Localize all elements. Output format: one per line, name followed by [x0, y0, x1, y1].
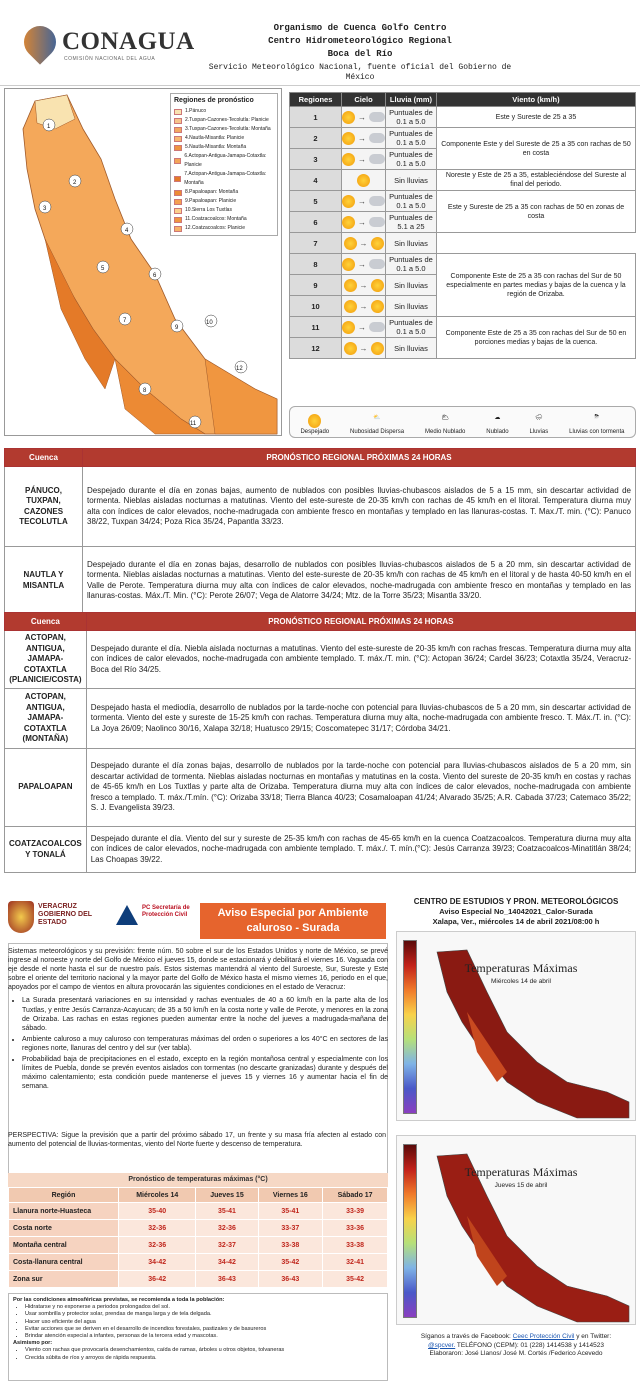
legend-item [174, 188, 274, 197]
tmax-region: Costa norte [9, 1220, 119, 1237]
forecast-text: Despejado durante el día zonas bajas, desarrollo de nublados por la tarde-noche con potencial para lluvias-chubascos aislados de 5 a 20 mm, sin descartar actividad de tormenta. Nieblas aisladas nocturnas en montañas y matutinas en la costa. Viento del sureste de 20-35 km/h en costas y rachas de 45-65 km/h en Los Tuxtlas y parte alta de Orizaba. Temperatura diurna muy alta con índices de calor elevados, noche-madrugada con ambiente fresco a templado. T. máx./T.mín. (°C): Orizaba 33/18; Tierra Blanca 40/23; Cosamaloapan 41/24; Alvarado 35/25; A.R. Cabada 37/23; Catemaco 35/22; S. J. Evangelista 39/23. [86, 749, 635, 827]
svg-text:7: 7 [123, 318, 127, 324]
legend-item [174, 215, 274, 224]
tmax-value: 36-43 [196, 1271, 258, 1288]
tmax-value: 35-41 [196, 1203, 258, 1220]
tmax-value: 33-37 [258, 1220, 323, 1237]
legend-label: 4.Nautla-Misantla: Planicie [185, 135, 245, 141]
map-date: Miércoles 14 de abril [491, 978, 551, 985]
sun-icon [371, 300, 384, 313]
tmax-header: Miércoles 14 [119, 1188, 196, 1203]
svg-text:8: 8 [143, 388, 147, 394]
sun-cloud-icon: ⛅ [373, 415, 381, 421]
table-row [9, 1203, 388, 1220]
cuenca-name: NAUTLA Y MISANTLA [5, 547, 83, 615]
svg-text:9: 9 [175, 325, 179, 331]
rain-cell: Sin lluvias [386, 170, 437, 191]
table-row [290, 233, 636, 254]
temp-map-2 [396, 1135, 636, 1325]
legend-item [174, 116, 274, 125]
svg-text:12: 12 [236, 366, 243, 372]
col-lluvia: Lluvia (mm) [386, 93, 437, 107]
tmax-value: 33-38 [258, 1237, 323, 1254]
sun-icon [344, 279, 357, 292]
sky-cell [342, 233, 386, 254]
storm-icon: ⛈ [594, 414, 600, 420]
tmax-value: 35-41 [258, 1203, 323, 1220]
tmax-value: 32-36 [196, 1220, 258, 1237]
rain-cell: Sin lluvias [386, 338, 437, 359]
sky-cell [342, 296, 386, 317]
legend-swatch [174, 158, 181, 164]
col-cuenca: Cuenca [5, 449, 83, 467]
col-viento: Viento (km/h) [436, 93, 635, 107]
aviso-date: Xalapa, Ver., miércoles 14 de abril 2021/08:00 h [432, 917, 600, 926]
rain-cell: Sin lluvias [386, 296, 437, 317]
cloud-icon [369, 154, 385, 164]
legend-item [174, 206, 274, 215]
region-number: 7 [290, 233, 342, 254]
sky-icon-legend [289, 406, 636, 438]
tmax-value: 32-41 [323, 1254, 388, 1271]
svg-text:5: 5 [101, 266, 105, 272]
sky-cell [342, 212, 386, 233]
legend-label: 3.Tuxpan-Cazones-Tecolutla: Montaña [185, 126, 271, 132]
legend-label: 6.Actopan-Antigua-Jamapa-Cotaxtla: Planicie [184, 153, 267, 168]
forecast-text: Despejado durante el día en zonas bajas, aumento de nublados con posibles lluvias-chubascos aislados de 5 a 15 mm, sin descartar actividad de tormenta. Nieblas aisladas nocturnas a matutinas. Viento del este-sureste de 20-35 km/h con rachas de 45 km/h en el litoral. Temperatura diurna muy alta con índices de calor elevados, noche-madrugada con ambiente fresco en montañas y templado en las llanuras-costas. T. Max./T. min. (°C): Panuco 38/22, Tuxpan 34/24; Poza Rica 35/24, Papantla 33/23. [83, 467, 636, 547]
arrow-icon: → [358, 196, 366, 206]
table-row [5, 749, 636, 827]
tmax-region: Costa-llanura central [9, 1254, 119, 1271]
legend-nublado: ☁ Nublado [486, 415, 509, 435]
cloud-icon: ☁ [494, 415, 501, 421]
wind-cell: Componente Este de 25 a 35 con rachas del Sur de 50 especialmente en partes medias y bajas de la cuenca y la región de Orizaba. [436, 254, 635, 317]
legend-label: 8.Papaloapan: Montaña [185, 189, 239, 195]
regions-table [289, 92, 636, 359]
aviso-left-panel [4, 895, 390, 1385]
arrow-icon: → [358, 322, 366, 332]
cloud-icon [369, 112, 385, 122]
region-number: 1 [290, 107, 342, 128]
sky-cell [342, 149, 386, 170]
region-number: 11 [290, 317, 342, 338]
region-number: 10 [290, 296, 342, 317]
org-line-2: Centro Hidrometeorológico Regional [268, 36, 452, 46]
legend-lluvias: 🌧 Lluvias [529, 415, 549, 435]
aviso-bullet: • Ambiente caluroso a muy caluroso con temperaturas máximas del orden o superiores a los 40°C en sectores de las regiones norte, llanuras del centro y del sur (ver tabla). [22, 1035, 388, 1053]
region-forecast-section [0, 88, 640, 440]
facebook-link[interactable]: Ceec Protección Civil [512, 1333, 575, 1340]
aviso-especial [4, 895, 636, 1385]
legend-label: 7.Actopan-Antigua-Jamapa-Cotaxtla: Montaña [184, 171, 267, 186]
table-row [9, 1220, 388, 1237]
wind-cell: Componente Este y del Sureste de 25 a 35 con rachas de 50 en costa [436, 128, 635, 170]
arrow-icon: → [358, 259, 366, 269]
rain-cell: Puntuales de 0.1 a 5.0 [386, 191, 437, 212]
cuenca-name: ACTOPAN, ANTIGUA, JAMAPA-COTAXTLA (PLANICIE/COSTA) [5, 631, 87, 689]
recommendation-item: • Hidratarse y no exponerse a periodos prolongados del sol. [25, 1304, 383, 1311]
aviso-right-title [396, 897, 636, 927]
sky-cell [342, 191, 386, 212]
cloud-icon [369, 133, 385, 143]
table-row [290, 254, 636, 275]
region-number: 5 [290, 191, 342, 212]
rain-cell: Puntuales de 5.1 a 25 [386, 212, 437, 233]
region-number: 12 [290, 338, 342, 359]
logo-subtitle: COMISIÓN NACIONAL DEL AGUA [64, 56, 156, 62]
recommendation-item: • Usar sombrilla y protector solar, prendas de manga larga y de tela delgada. [25, 1311, 383, 1318]
veracruz-logo [8, 901, 104, 935]
arrow-icon: → [359, 280, 368, 290]
rain-cell: Puntuales de 0.1 a 5.0 [386, 254, 437, 275]
arrow-icon: → [359, 343, 368, 353]
wind-cell: Noreste y Este de 25 a 35, estableciéndose del Sureste al final del periodo. [436, 170, 635, 191]
region-number: 6 [290, 212, 342, 233]
legend-swatch [174, 118, 182, 124]
legend-label: 11.Coatzacoalcos: Montaña [185, 216, 247, 222]
svg-text:11: 11 [190, 421, 197, 427]
region-number: 4 [290, 170, 342, 191]
sky-cell [342, 128, 386, 149]
recommendation-item: • Viento con rachas que provocaría desenchamientos, caída de ramas, árboles u otros objetos, tolvaneras [25, 1347, 383, 1354]
region-number: 2 [290, 128, 342, 149]
sun-icon [342, 258, 355, 271]
rain-cell: Sin lluvias [386, 275, 437, 296]
org-line-3: Boca del Río [327, 49, 393, 59]
rain-cell: Puntuales de 0.1 a 5.0 [386, 128, 437, 149]
legend-swatch [174, 190, 182, 196]
sun-icon [342, 216, 355, 229]
sun-icon [371, 279, 384, 292]
table-row [9, 1271, 388, 1288]
map-date: Jueves 15 de abril [494, 1182, 548, 1189]
tmax-value: 35-42 [323, 1271, 388, 1288]
legend-item [174, 170, 274, 188]
forecast-text: Despejado durante el día en zonas bajas, desarrollo de nublados con posibles lluvias-chubascos aislados de 5 a 20 mm, sin descartar actividad de tormenta. Nieblas aisladas nocturnas a matutinas. Viento del este-sureste de 20-35 km/h con rachas de 45 km/h en el litoral y de hasta 40-50 km/h en el Valle de Perote. Temperatura diurna muy alta con índices de calor elevados, noche-madrugada con ambiente fresco en montañas y templado en las llanuras-costas. Máx./T. Min. (°C): Perote 26/07; Vega de Alatorre 34/24; Mtz. de la Torre 35/23; Misantla 33/20. [83, 547, 636, 615]
org-line-1: Organismo de Cuenca Golfo Centro [273, 23, 447, 33]
legend-label: 1.Pánuco [185, 108, 207, 114]
tmax-header: Viernes 16 [258, 1188, 323, 1203]
aviso-banner: Aviso Especial por Ambiente caluroso - Surada [200, 903, 386, 939]
table-row [290, 128, 636, 149]
cloud-icon [369, 259, 385, 269]
sun-icon [342, 153, 355, 166]
legend-medio-nublado: 🌥 Medio Nublado [424, 415, 466, 435]
map-title: Temperaturas Máximas Miércoles 14 de abril [461, 962, 581, 988]
recs2-title: Asimismo por: [13, 1340, 53, 1347]
svg-text:6: 6 [153, 273, 157, 279]
tmax-value: 32-36 [119, 1237, 196, 1254]
tmax-value: 36-42 [119, 1271, 196, 1288]
sun-icon [342, 195, 355, 208]
legend-label: 10.Sierra Los Tuxtlas [185, 207, 232, 213]
legend-label: 12.Coatzacoalcos: Planicie [185, 225, 246, 231]
table-row [290, 107, 636, 128]
legend-label: 5.Nautla-Misantla: Montaña [185, 144, 247, 150]
tmax-value: 34-42 [196, 1254, 258, 1271]
region-number: 3 [290, 149, 342, 170]
rain-icon: 🌧 [535, 415, 543, 421]
wind-cell: Este y Sureste de 25 a 35 con rachas de 50 en zonas de costa [436, 191, 635, 233]
tmax-region: Zona sur [9, 1271, 119, 1288]
recommendations [8, 1293, 388, 1381]
cloud-icon [369, 196, 385, 206]
forecast-text: Despejado hasta el mediodía, desarrollo de nublados por la tarde-noche con potencial para lluvias-chubascos de 5 a 20 mm, sin descartar actividad de tormenta. Viento del este y sureste de 15-25 km/h con rachas. Temperatura diurna muy alta, noche-madrugada con ambiente fresco. T. Máx./T. in. (°C): La Joya 26/09; Naolinco 30/16, Xalapa 32/18; Huatusco 29/15; Coscomatepec 31/17; Córdoba 34/21. [86, 689, 635, 749]
legend-tormenta: ⛈ Lluvias con tormenta [569, 414, 625, 435]
arrow-icon: → [358, 133, 366, 143]
shield-icon [8, 901, 34, 933]
tmax-header: Sábado 17 [323, 1188, 388, 1203]
rain-cell: Puntuales de 0.1 a 5.0 [386, 149, 437, 170]
tmax-region: Llanura norte-Huasteca [9, 1203, 119, 1220]
legend-nubosidad: ⛅ Nubosidad Dispersa [350, 415, 405, 435]
legend-label: 9.Papaloapan: Planicie [185, 198, 237, 204]
sky-cell [342, 338, 386, 359]
sky-cell [342, 107, 386, 128]
table-row [5, 547, 636, 615]
sun-icon [342, 132, 355, 145]
arrow-icon: → [358, 217, 366, 227]
svg-text:10: 10 [206, 320, 213, 326]
legend-swatch [174, 199, 182, 205]
legend-swatch [174, 136, 182, 142]
cloud-icon [369, 217, 385, 227]
sun-icon [342, 111, 355, 124]
cuenca-name: PÁNUCO, TUXPAN, CAZONES TECOLUTLA [5, 467, 83, 547]
region-number: 8 [290, 254, 342, 275]
legend-item [174, 125, 274, 134]
forecast-table-1 [4, 448, 636, 615]
legend-swatch [174, 217, 182, 223]
cloud-icon [369, 322, 385, 332]
authors: Elaboraron: José Llanos/ José M. Cortés /Federico Acevedo [429, 1350, 603, 1357]
arrow-icon: → [358, 112, 366, 122]
col-cuenca: Cuenca [5, 613, 87, 631]
tmax-value: 34-42 [119, 1254, 196, 1271]
legend-item [174, 224, 274, 233]
sky-cell [342, 170, 386, 191]
table-row [290, 191, 636, 212]
forecast-table-2 [4, 612, 636, 873]
svg-text:4: 4 [125, 228, 129, 234]
logo-name: CONAGUA [62, 28, 195, 55]
aviso-number: Aviso Especial No_14042021_Calor-Surada [439, 907, 593, 916]
forecast-text: Despejado durante el día. Viento del sur y sureste de 25-35 km/h con rachas de 45-65 km/h en la cuenca Coatzacoalcos. Temperatura diurna muy alta con índices de calor elevados, noche-madrugada con ambiente templado. T. máx./. T. mín.(°C): Jesús Carranza 39/23; Coatzacoalcos-Minatitlán 38/24; Las Choapas 39/22. [86, 827, 635, 873]
legend-item [174, 152, 274, 170]
wind-cell: Este y Sureste de 25 a 35 [436, 107, 635, 128]
forecast-table-1-wrap [0, 448, 636, 615]
tmax-table-title: Pronóstico de temperaturas máximas (°C) [8, 1173, 388, 1187]
col-pronostico: PRONÓSTICO REGIONAL PRÓXIMAS 24 HORAS [86, 613, 635, 631]
legend-item [174, 143, 274, 152]
water-drop-icon [17, 19, 62, 64]
tmax-region: Montaña central [9, 1237, 119, 1254]
rain-cell: Puntuales de 0.1 a 5.0 [386, 107, 437, 128]
table-row [5, 467, 636, 547]
sun-icon [342, 321, 355, 334]
table-row [5, 689, 636, 749]
forecast-text: Despejado durante el día. Niebla aislada nocturnas a matutinas. Viento del este-sureste de 20-35 km/h con rachas frescas. Temperatura diurna muy alta con índices de calor elevados, noche-madrugada con ambiente templado. T. máx./T. min. (°C): Actopan 36/24; Cardel 36/23; Cotaxtla 35/24, Veracruz-Boca del Río 34/25. [86, 631, 635, 689]
table-row [5, 827, 636, 873]
tmax-value: 35-40 [119, 1203, 196, 1220]
recommendation-item: • Evitar acciones que se deriven en el desarrollo de incendios forestales, pastizales y de basureros [25, 1326, 383, 1333]
table-row [290, 170, 636, 191]
col-regiones: Regiones [290, 93, 342, 107]
aviso-paragraph: Sistemas meteorológicos y su previsión: frente núm. 50 sobre el sur de los Estados Unidos y norte de México, se prevé ingrese al noroeste y norte del Golfo de México el jueves 15, donde se estacionará y debilitará el viernes 16. Vaguada con eje desde el norte hasta el sur de nuestro país. Estos sistemas mantendrá al viento del Suroeste, Sur, Sureste y Este sobre el oriente del territorio nacional y la mayor parte del Golfo de México hasta el mismo viernes 16, periodo en el que, apoyados por el campo de vientos en altura provocarán las siguientes condiciones en el estado de Veracruz: [8, 948, 388, 992]
arrow-icon: → [359, 301, 368, 311]
tmax-value: 36-43 [258, 1271, 323, 1288]
map-legend [170, 93, 278, 236]
svg-text:2: 2 [73, 180, 77, 186]
legend-item [174, 197, 274, 206]
sun-icon [308, 414, 321, 428]
header-titles [200, 22, 520, 83]
tmax-value: 33-39 [323, 1203, 388, 1220]
col-cielo: Cielo [342, 93, 386, 107]
aviso-right-panel [396, 895, 636, 1385]
arrow-icon: → [358, 154, 366, 164]
tmax-value: 32-37 [196, 1237, 258, 1254]
triangle-icon [116, 905, 138, 925]
sky-cell [342, 317, 386, 338]
region-number: 9 [290, 275, 342, 296]
aviso-bullet: • Probabilidad baja de precipitaciones en el estado, excepto en la región montañosa central y especialmente con los límites de Puebla, donde se prevén eventos aislados con tormentas (no descarte granizadas) durante y después del máximo calentamiento; esta condición puede mantenerse el jueves 15 y viernes 16 y aumentar hacia el fin de semana. [22, 1055, 388, 1091]
forecast-table-2-wrap [0, 612, 636, 873]
legend-label: 2.Tuxpan-Cazones-Tecolutla: Planicie [185, 117, 269, 123]
legend-item [174, 134, 274, 143]
contact-footer: Síganos a través de Facebook: Ceec Protección Civil y en Twitter: @spcver. TELÉFONO (CEPM): 01 (228) 1414538 y 1414523 Elaboraron: José Llanos/ José M. Cortés /Federico Acevedo [396, 1333, 636, 1359]
sun-icon [344, 342, 357, 355]
org-line-4: Servicio Meteorológico Nacional, fuente oficial del Gobierno de México [208, 63, 512, 82]
sky-cell [342, 275, 386, 296]
sky-cell [342, 254, 386, 275]
col-pronostico: PRONÓSTICO REGIONAL PRÓXIMAS 24 HORAS [83, 449, 636, 467]
tmax-value: 33-38 [323, 1237, 388, 1254]
cuenca-name: ACTOPAN, ANTIGUA, JAMAPA-COTAXTLA (MONTAÑA) [5, 689, 87, 749]
cuenca-name: COATZACOALCOS Y TONALÁ [5, 827, 87, 873]
recommendation-item: • Hacer uso eficiente del agua [25, 1319, 383, 1326]
table-row [9, 1254, 388, 1271]
legend-swatch [174, 127, 182, 133]
pc-text: PC Secretaría de Protección Civil [142, 905, 190, 918]
tmax-value: 33-36 [323, 1220, 388, 1237]
sun-icon [357, 174, 370, 187]
partly-cloudy-icon: 🌥 [441, 415, 449, 421]
tmax-table [8, 1187, 388, 1288]
legend-item [174, 107, 274, 116]
cuenca-name: PAPALOAPAN [5, 749, 87, 827]
arrow-icon: → [359, 238, 368, 248]
sun-icon [371, 237, 384, 250]
regions-map [4, 88, 282, 436]
report-header [0, 0, 640, 86]
recommendation-item: • Brindar atención especial a infantes, personas de la tercera edad y mascotas. [25, 1333, 383, 1340]
pc-logo [116, 903, 196, 933]
aviso-bullet: • La Surada presentará variaciones en su intensidad y rachas eventuales de 40 a 60 km/h en la parte alta de los Tuxtlas, y entre Jesús Carranza-Acayucan; de 35 a 50 km/h en la costa norte y valle de Perote, y menores en la zona de Orizaba. Las rachas en estas regiones pueden aumentar entre la noche del jueves a madrugada-mañana del sábado. [22, 996, 388, 1032]
table-row [5, 631, 636, 689]
twitter-link[interactable]: @spcver. [428, 1341, 456, 1349]
temp-map-1 [396, 931, 636, 1121]
legend-despejado: Despejado [300, 414, 329, 435]
rain-cell: Puntuales de 0.1 a 5.0 [386, 317, 437, 338]
legend-swatch [174, 208, 182, 214]
recs-title: Por las condiciones atmosféricas previstas, se recomienda a toda la población: [13, 1297, 225, 1303]
tmax-value: 35-42 [258, 1254, 323, 1271]
svg-text:1: 1 [47, 124, 51, 130]
conagua-logo [24, 22, 195, 72]
veracruz-text: VERACRUZ GOBIERNO DEL ESTADO [38, 903, 92, 926]
aviso-body [8, 947, 388, 1095]
sun-icon [344, 237, 357, 250]
sun-icon [371, 342, 384, 355]
table-row [290, 317, 636, 338]
svg-text:3: 3 [43, 206, 47, 212]
wind-cell: Componente Este de 25 a 35 con rachas del Sur de 50 en porciones medias y bajas de la cuenca. [436, 317, 635, 359]
legend-swatch [174, 145, 182, 151]
tmax-header: Jueves 15 [196, 1188, 258, 1203]
map-title: Temperaturas Máximas Jueves 15 de abril [461, 1166, 581, 1192]
sun-icon [344, 300, 357, 313]
perspectiva: PERSPECTIVA: Sigue la previsión que a partir del próximo sábado 17, un frente y su masa fría afecten al estado con aumento del potencial de lluvias-tormentas, viento del Norte fuerte y descenso de temperatura. [8, 1132, 386, 1148]
legend-title: Regiones de pronóstico [174, 97, 254, 104]
legend-swatch [174, 176, 181, 182]
legend-swatch [174, 226, 182, 232]
cepm-title: CENTRO DE ESTUDIOS Y PRON. METEOROLÓGICOS [413, 897, 619, 906]
table-row [9, 1237, 388, 1254]
rain-cell: Sin lluvias [386, 233, 437, 254]
tmax-value: 32-36 [119, 1220, 196, 1237]
recommendation-item: • Crecida súbita de ríos y arroyos de rápida respuesta. [25, 1355, 383, 1362]
legend-swatch [174, 109, 182, 115]
tmax-header: Región [9, 1188, 119, 1203]
